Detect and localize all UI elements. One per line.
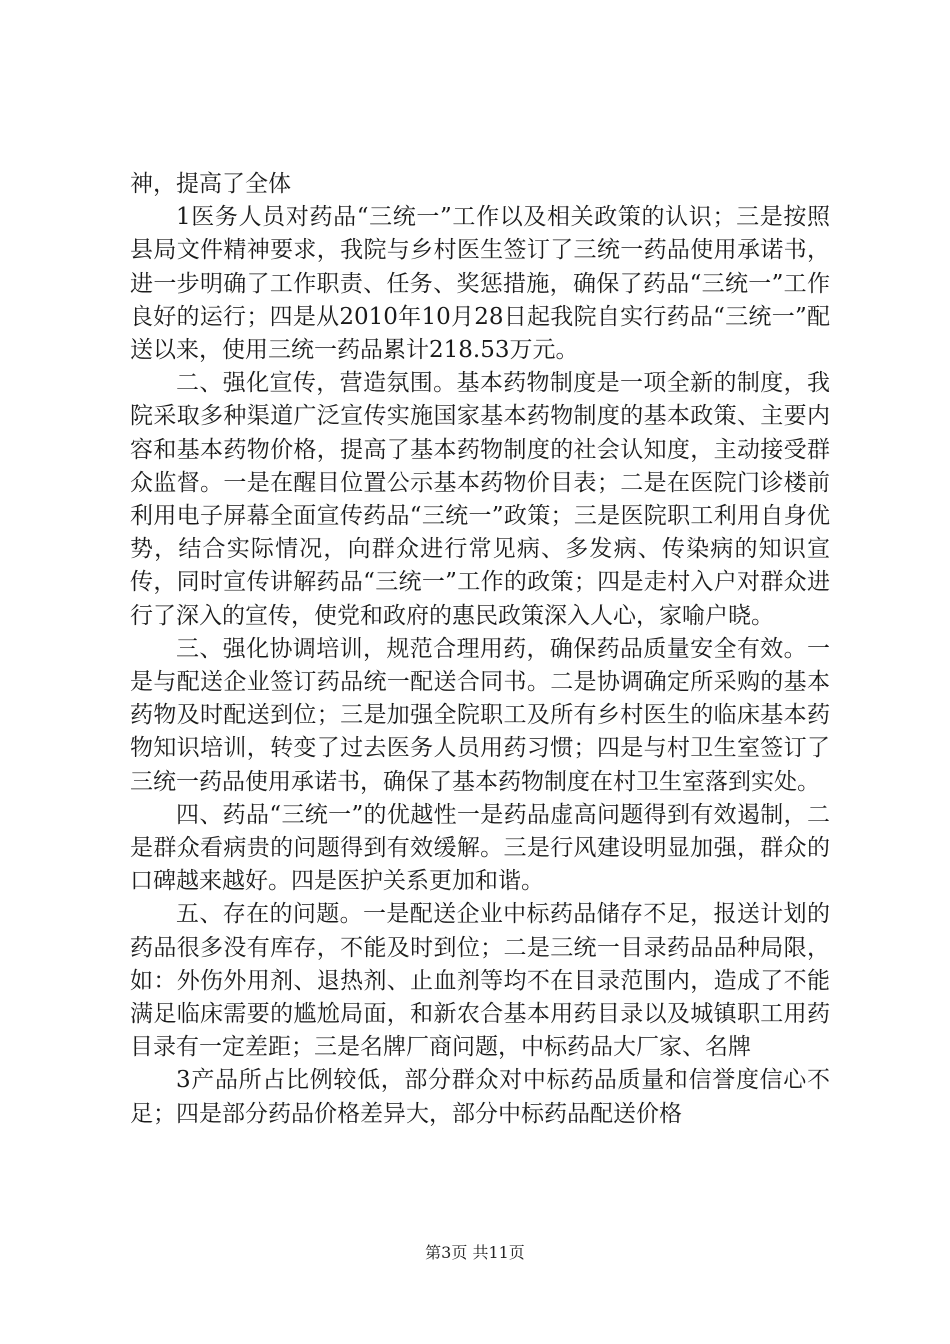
page-footer: 第3页 共11页 [425, 1243, 525, 1262]
paragraph-6: 五、存在的问题。一是配送企业中标药品储存不足，报送计划的药品很多没有库存，不能及时到位；二是三统一目录药品品种局限，如：外伤外用剂、退热剂、止血剂等均不在目录范围内，造成了不能满足临床需要的尴尬局面，和新农合基本用药目录以及城镇职工用药目录有一定差距；三是名牌厂商问题，中标药品大厂家、名牌 [130, 901, 830, 1061]
paragraph-3: 二、强化宣传，营造氛围。基本药物制度是一项全新的制度，我院采取多种渠道广泛宣传实施国家基本药物制度的基本政策、主要内容和基本药物价格，提高了基本药物制度的社会认知度，主动接受群众监督。一是在醒目位置公示基本药物价目表；二是在医院门诊楼前利用电子屏幕全面宣传药品“三统一”政策；三是医院职工利用自身优势，结合实际情况，向群众进行常见病、多发病、传染病的知识宣传，同时宣传讲解药品“三统一”工作的政策；四是走村入户对群众进行了深入的宣传，使党和政府的惠民政策深入人心，家喻户晓。 [130, 370, 830, 629]
paragraph-5: 四、药品“三统一”的优越性一是药品虚高问题得到有效遏制，二是群众看病贵的问题得到有效缓解。三是行风建设明显加强，群众的口碑越来越好。四是医护关系更加和谐。 [130, 801, 830, 895]
paragraph-7: 3产品所占比例较低，部分群众对中标药品质量和信誉度信心不足；四是部分药品价格差异大，部分中标药品配送价格 [130, 1067, 830, 1127]
paragraph-2: 1医务人员对药品“三统一”工作以及相关政策的认识；三是按照县局文件精神要求，我院与乡村医生签订了三统一药品使用承诺书，进一步明确了工作职责、任务、奖惩措施，确保了药品“三统一”工作良好的运行；四是从2010年10月28日起我院自实行药品“三统一”配送以来，使用三统一药品累计218.53万元。 [130, 204, 830, 364]
paragraph-4: 三、强化协调培训，规范合理用药，确保药品质量安全有效。一是与配送企业签订药品统一配送合同书。二是协调确定所采购的基本药物及时配送到位；三是加强全院职工及所有乡村医生的临床基本药物知识培训，转变了过去医务人员用药习惯；四是与村卫生室签订了三统一药品使用承诺书，确保了基本药物制度在村卫生室落到实处。 [130, 635, 830, 795]
document-body [130, 168, 830, 1131]
paragraph-1: 神，提高了全体 [130, 171, 291, 197]
